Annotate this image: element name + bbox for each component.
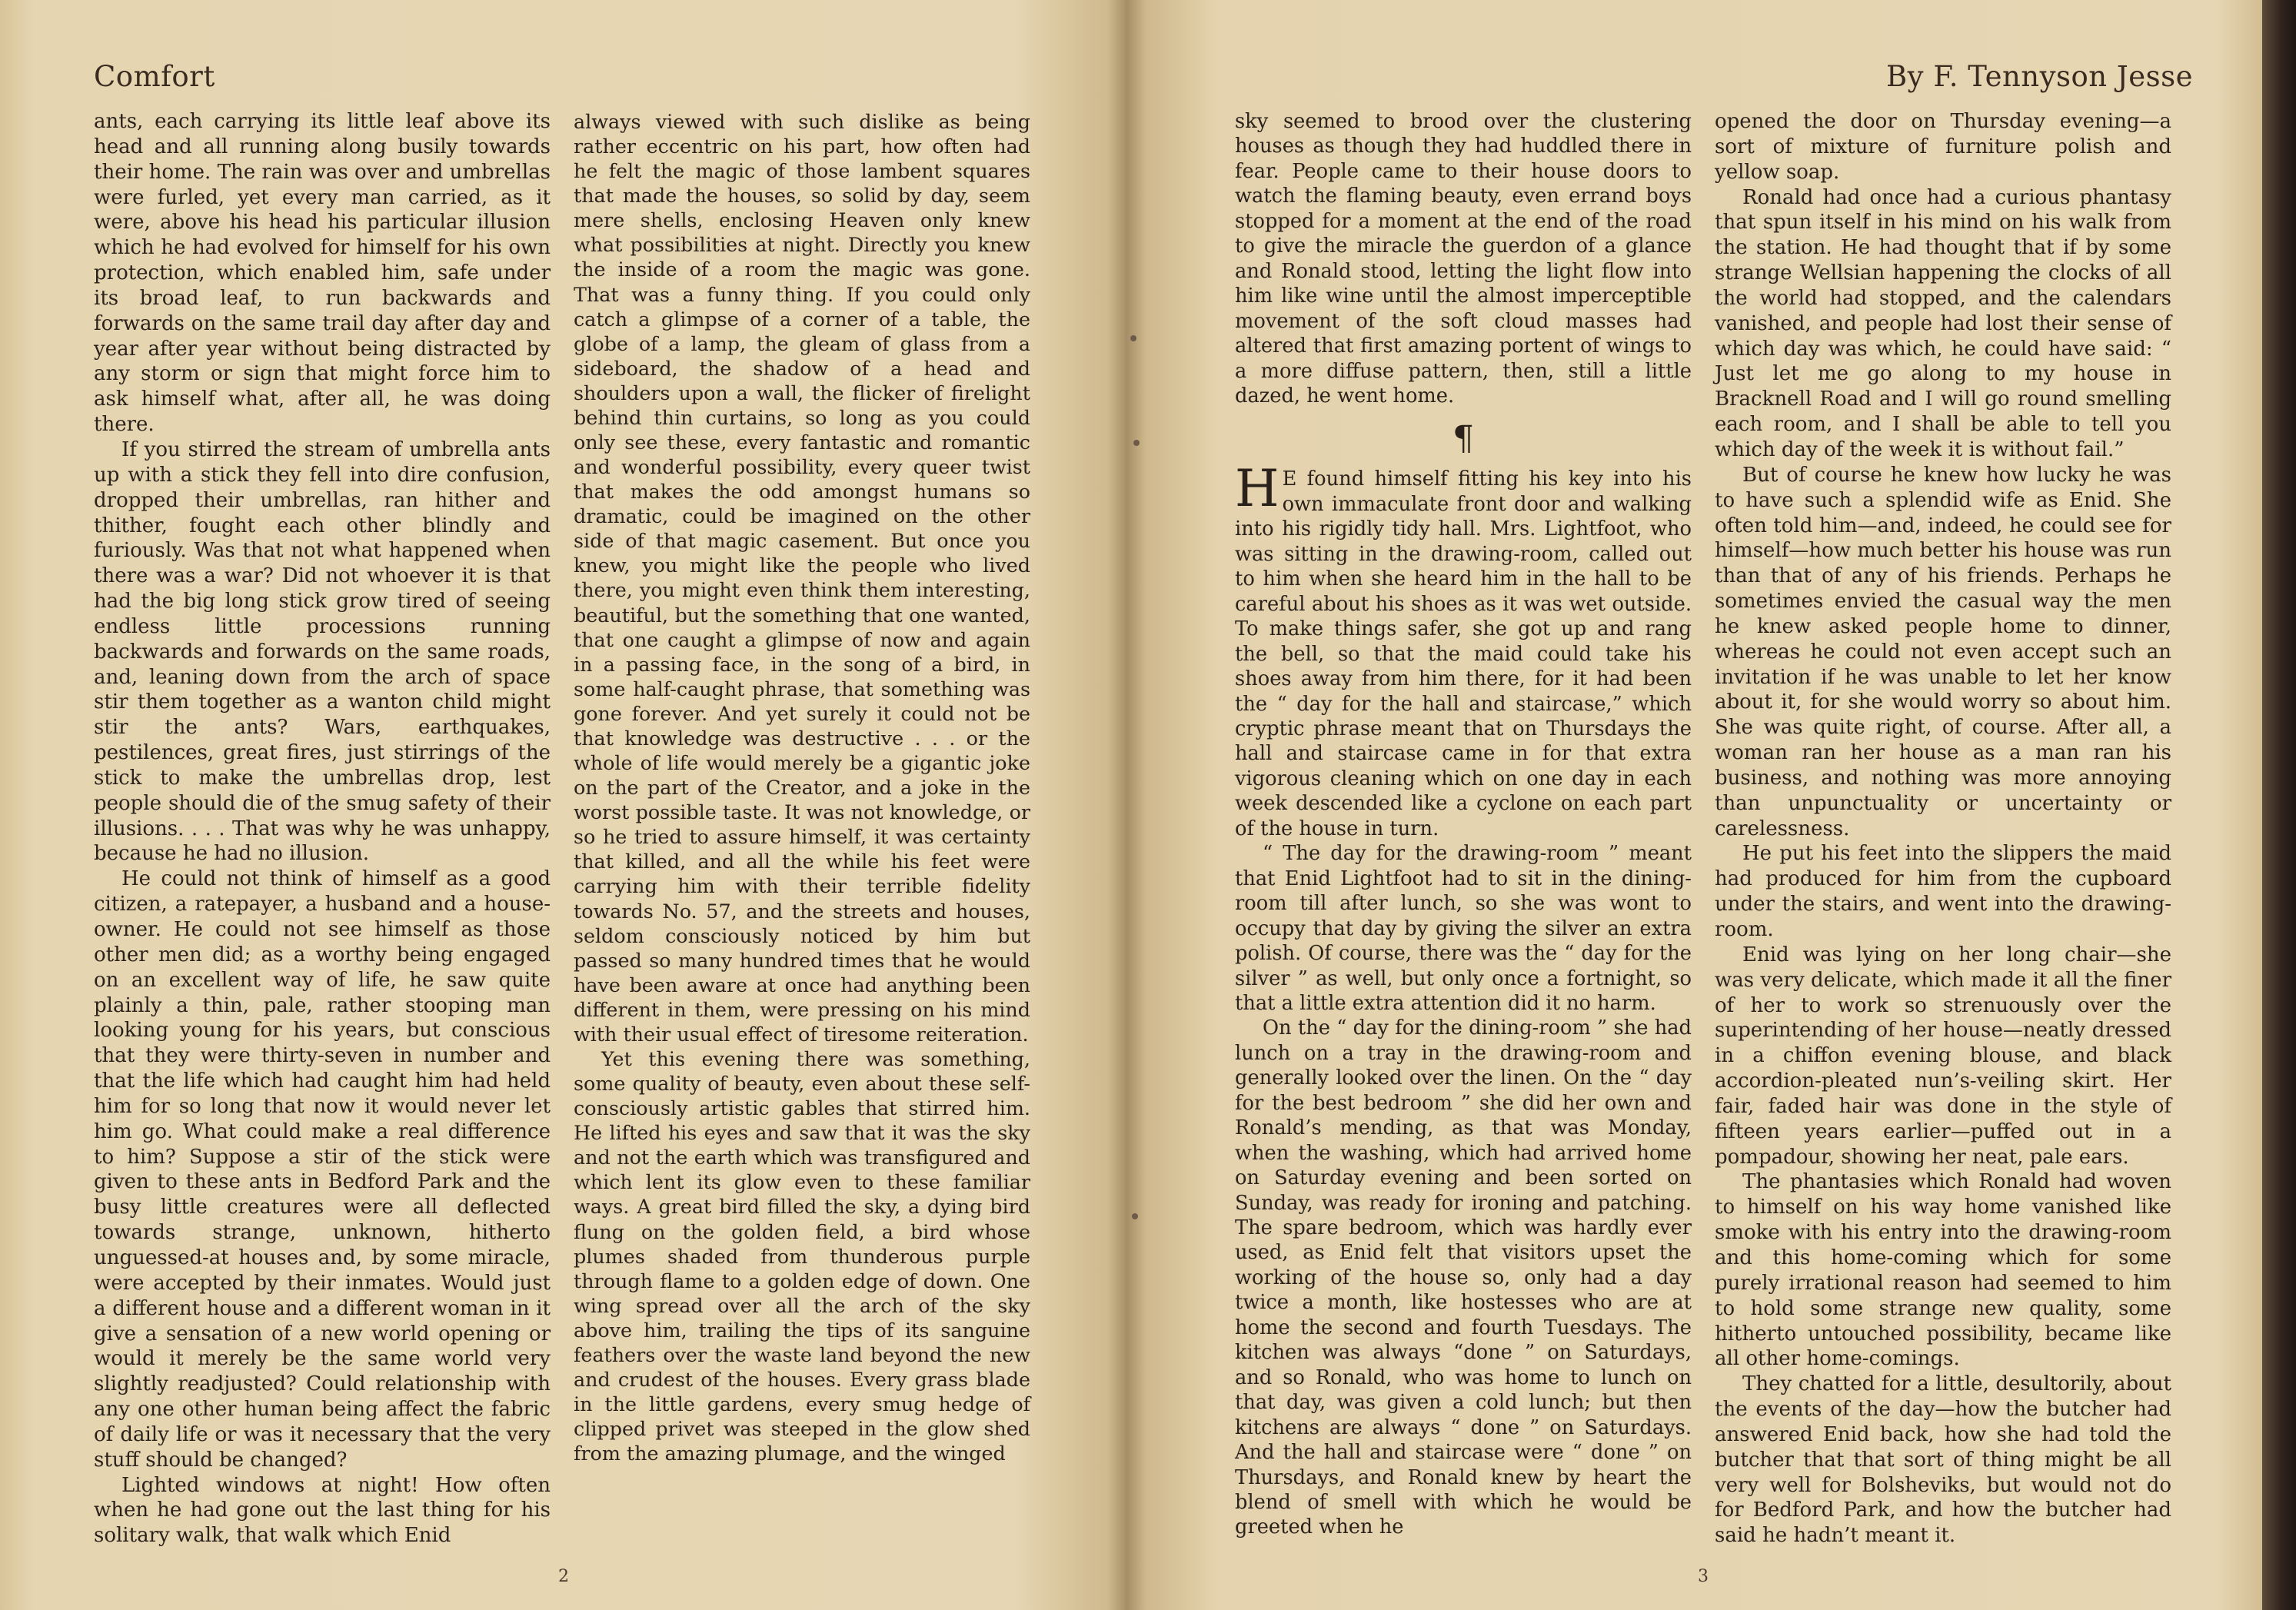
- paragraph: If you stirred the stream of umbrella ants up with a stick they fell into dire confusion, dropped their umbrellas, ran hither and thither, fought each other blindly and furiously. Was that not what happened when there was a war? Did not whoever it is that had the big long stick grow tired of seeing endless little processions running backwards and forwards on the same roads, and, leaning down from the arch of space stir them together as a wanton child might stir the ants? Wars, earthquakes, pestilences, great fires, just stirrings of the stick to make the umbrellas drop, lest people should die of the smug safety of their illusions. . . . That was why he was unhappy, because he had no illusion.: [94, 437, 551, 866]
- binding-thread-mark: [1133, 440, 1140, 446]
- right-page: [1126, 0, 2262, 1610]
- paragraph: sky seemed to brood over the clustering houses as though they had huddled there in fear. People came to their house doors to watch the flaming beauty, even errand boys stopped for a moment at the end of the road to give the miracle the guerdon of a glance and Ronald stood, letting the light flow into him like wine until the almost imperceptible movement of the soft cloud masses had altered that first amazing portent of wings to a more diffuse pattern, then, still a little dazed, he went home.: [1235, 110, 1692, 407]
- binding-thread-mark: [1132, 1213, 1138, 1219]
- paragraph: “ The day for the drawing-room ” meant that Enid Lightfoot had to sit in the dining-room till after lunch, so she was wont to occupy that day by giving the silver an extra polish. Of course, there was the “ day for the silver ” as well, but only once a fortnight, so that a little extra attention did it no harm.: [1235, 842, 1692, 1015]
- drop-cap: H: [1235, 459, 1279, 519]
- paragraph: Yet this evening there was something, some quality of beauty, even about these self-consciously artistic gables that stirred him. He lifted his eyes and saw that it was the sky and not the earth which was transfigured and which lent its glow even to these familiar ways. A great bird filled the sky, a dying bird flung on the golden field, a bird whose plumes shaded from thunderous purple through flame to a golden edge of down. One wing spread over all the arch of the sky above him, trailing the tips of its sanguine feathers over the waste land beyond the new and crudest of the houses. Every grass blade in the little gardens, every smug hedge of clipped privet was steeped in the glow shed from the amazing plumage, and the winged: [574, 1046, 1030, 1465]
- paragraph: Lighted windows at night! How often when he had gone out the last thing for his solitary walk, that walk which Enid: [94, 1473, 551, 1548]
- paragraph: They chatted for a little, desultorily, about the events of the day—how the butcher had answered Enid back, how she had told the butcher that that sort of thing might be all very well for Bolsheviks, but would not do for Bedford Park, and how the butcher had said he hadn’t meant it.: [1715, 1372, 2171, 1548]
- left-page: [0, 0, 1126, 1610]
- paragraph: Ronald had once had a curious phantasy that spun itself in his mind on his walk from the station. He had thought that if by some strange Wellsian happening the clocks of all the world had stopped, and the calendars vanished, and people had lost their sense of which day was which, he could have said: “ Just let me go along to my house in Bracknell Road and I will go round smelling each room, and I shall be able to tell you which day of the week it is without fail.”: [1715, 185, 2171, 461]
- paragraph: But of course he knew how lucky he was to have such a splendid wife as Enid. She often told him—and, indeed, he could see for himself—how much better his house was run than that of any of his friends. Perhaps he sometimes envied the casual way the men he knew asked people home to dinner, whereas he could not even accept such an invitation if he was unable to let her know about it, for she would worry so about him. She was quite right, of course. After all, a woman ran her house as a man ran his business, and nothing was more annoying than unpunctuality or uncertainty or carelessness.: [1715, 463, 2171, 840]
- paragraph: On the “ day for the dining-room ” she had lunch on a tray in the drawing-room and generally looked over the linen. On the “ day for the best bedroom ” she did her own and Ronald’s mending, as that was Monday, when the washing, which had arrived home on Saturday evening and been sorted on Sunday, was ready for ironing and patching. The spare bedroom, which was hardly ever used, as Enid felt that visitors upset the working of the house so, only had a day twice a month, like hostesses who are at home the second and fourth Tuesdays. The kitchen was always “done ” on Saturdays, and so Ronald, who was home to lunch on that day, was given a cold lunch; but then kitchens are always “ done ” on Saturdays. And the hall and staircase were “ done ” on Thursdays, and Ronald knew by heart the blend of smell with which he would be greeted when he: [1235, 1016, 1692, 1539]
- column-2: [574, 109, 1030, 1465]
- section-break-pilcrow: ¶: [1452, 419, 1474, 459]
- paragraph-text: E found himself fitting his key into his own immaculate front door and walking into his rigidly tidy hall. Mrs. Lightfoot, who was sitting in the drawing-room, called out to him when she heard him in the hall to be careful about his shoes as it was wet outside. To make things safer, she got up and rang the bell, so that the maid could take his shoes away from him there, for it had been the “ day for the hall and staircase,” which cryptic phrase meant that on Thursdays the hall and staircase came in for that extra vigorous cleaning which on one day in each week descended like a cyclone on each part of the house in turn.: [1235, 467, 1692, 840]
- book-cover-edge: [2262, 0, 2296, 1610]
- paragraph: He put his feet into the slippers the maid had produced for him from the cupboard under the stairs, and went into the drawing-room.: [1715, 842, 2171, 941]
- column-1: [94, 109, 551, 1548]
- column-3: [1235, 109, 1692, 1540]
- column-4: [1715, 109, 2171, 1548]
- paragraph: He could not think of himself as a good citizen, a ratepayer, a husband and a house-owner. He could not see himself as those other men did; as a worthy being engaged on an excellent way of life, he saw quite plainly a thin, pale, rather stooping man looking young for his years, but conscious that they were thirty-seven in number and that the life which had caught him had held him for so long that now it would never let him go. What could make a real difference to him? Suppose a stir of the stick were given to these ants in Bedford Park and the busy little creatures were all deflected towards strange, unknown, hitherto unguessed-at houses and, by some miracle, were accepted by their inmates. Would just a different house and a different woman in it give a sensation of a new world opening or would it merely be the same world very slightly readjusted? Could relationship with any one other human being affect the fabric of daily life or was it necessary that the very stuff should be changed?: [94, 867, 551, 1472]
- paragraph: ants, each carrying its little leaf above its head and all running along busily towards their home. The rain was over and umbrellas were furled, yet every man carried, as it were, above his head his particular illusion which he had evolved for himself for his own protection, which enabled him, safe under its broad leaf, to run backwards and forwards on the same trail day after day and year after year without being distracted by any storm or sign that might force him to ask himself what, after all, he was doing there.: [94, 110, 551, 437]
- binding-thread-mark: [1130, 335, 1136, 341]
- paragraph: opened the door on Thursday evening—a sort of mixture of furniture polish and yellow soap.: [1715, 110, 2171, 184]
- paragraph: The phantasies which Ronald had woven to himself on his way home vanished like smoke with his entry into the drawing-room and this home-coming which for some purely irrational reason had seemed to him to hold some strange new quality, some hitherto untouched possibility, became like all other home-comings.: [1715, 1170, 2171, 1371]
- page-number-left: 2: [558, 1567, 569, 1586]
- running-head-left: Comfort: [94, 60, 215, 93]
- book-gutter: [1107, 0, 1146, 1610]
- paragraph: Enid was lying on her long chair—she was very delicate, which made it all the finer of her to work so strenuously over the superintending of her house—neatly dressed in a chiffon evening blouse, and black accordion-pleated nun’s-veiling skirt. Her fair, faded hair was done in the style of fifteen years earlier—puffed out in a pompadour, showing her neat, pale ears.: [1715, 943, 2171, 1169]
- paragraph-with-dropcap: [1235, 459, 1692, 841]
- page-number-right: 3: [1698, 1567, 1709, 1586]
- running-head-right: By F. Tennyson Jesse: [1885, 60, 2193, 93]
- paragraph: always viewed with such dislike as being rather eccentric on his part, how often had he felt the magic of those lambent squares that made the houses, so solid by day, seem mere shells, enclosing Heaven only knew what possibilities at night. Directly you knew the inside of a room the magic was gone. That was a funny thing. If you could only catch a glimpse of a corner of a table, the globe of a lamp, the gleam of glass from a sideboard, the shadow of a head and shoulders upon a wall, the flicker of firelight behind thin curtains, so long as you could only see these, every fantastic and romantic and wonderful possibility, every queer twist that makes the odd amongst humans so dramatic, could be imagined on the other side of that magic casement. But once you knew, you might like the people who lived there, you might even think them interesting, beautiful, but the something that one wanted, that one caught a glimpse of now and again in a passing face, in the song of a bird, in some half-caught phrase, that something was gone forever. And yet surely it could not be that knowledge was destructive . . . or the whole of life would merely be a gigantic joke on the part of the Creator, and a joke in the worst possible taste. It was not knowledge, or so he tried to assure himself, it was certainty that killed, and all the while his feet were carrying him with their terrible fidelity towards No. 57, and the streets and houses, seldom consciously noticed by him but passed so many hundred times that he would have been aware at once had anything been different in them, were pressing on his mind with their usual effect of tiresome reiteration.: [574, 110, 1030, 1046]
